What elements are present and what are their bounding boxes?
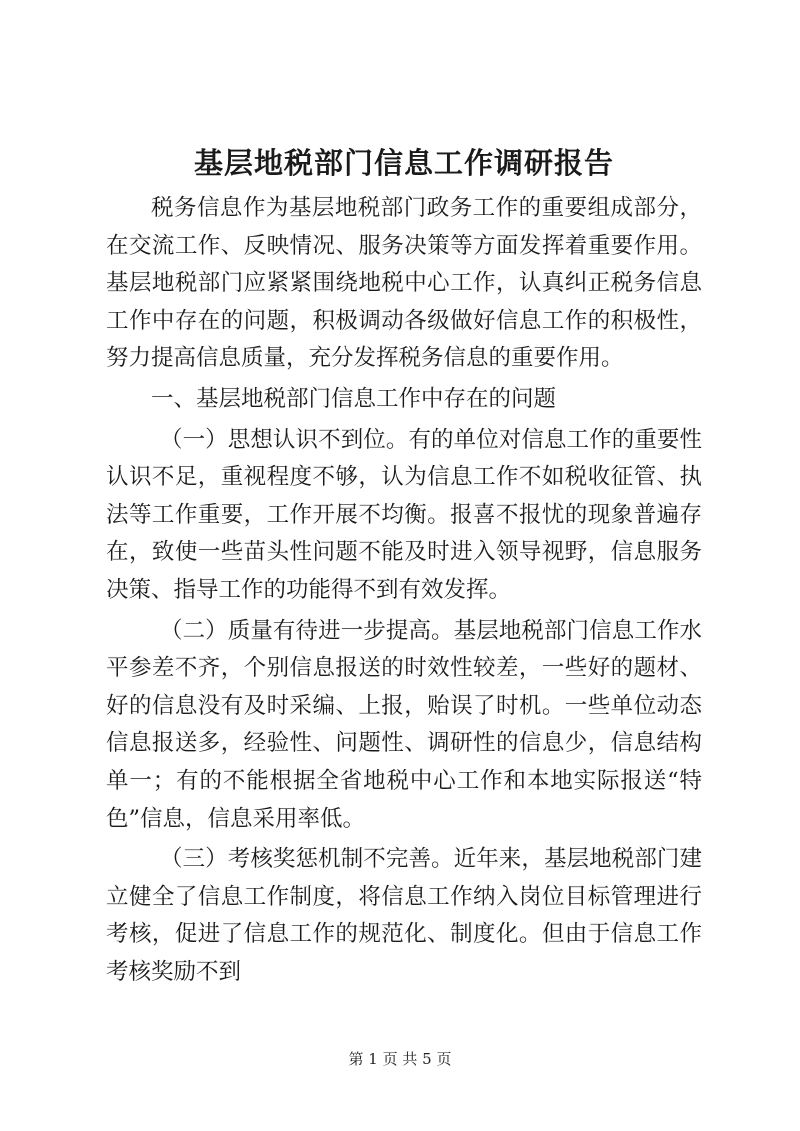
subsection-paragraph-1: （一）思想认识不到位。有的单位对信息工作的重要性认识不足，重视程度不够，认为信息工作不如税收征管、执法等工作重要，工作开展不均衡。报喜不报忧的现象普遍存在，致使一些苗头性问题不能及时进入领导视野，信息服务决策、指导工作的功能得不到有效发挥。 (106, 426, 702, 603)
subsection-paragraph-2: （二）质量有待进一步提高。基层地税部门信息工作水平参差不齐，个别信息报送的时效性较差，一些好的题材、好的信息没有及时采编、上报，贻误了时机。一些单位动态信息报送多，经验性、问题性、调研性的信息少，信息结构单一；有的不能根据全省地税中心工作和本地实际报送“特色”信息，信息采用率低。 (106, 617, 702, 832)
document-title: 基层地税部门信息工作调研报告 (193, 146, 614, 180)
subsection-paragraph-3: （三）考核奖惩机制不完善。近年来，基层地税部门建立健全了信息工作制度，将信息工作纳入岗位目标管理进行考核，促进了信息工作的规范化、制度化。但由于信息工作考核奖励不到 (106, 846, 702, 985)
intro-paragraph: 税务信息作为基层地税部门政务工作的重要组成部分，在交流工作、反映情况、服务决策等方面发挥着重要作用。基层地税部门应紧紧围绕地税中心工作，认真纠正税务信息工作中存在的问题，积极调动各级做好信息工作的积极性，努力提高信息质量，充分发挥税务信息的重要作用。 (106, 195, 702, 372)
page-number-footer: 第 1 页 共 5 页 (348, 1050, 452, 1068)
section-heading-1: 一、基层地税部门信息工作中存在的问题 (151, 385, 557, 412)
document-page (106, 140, 702, 994)
